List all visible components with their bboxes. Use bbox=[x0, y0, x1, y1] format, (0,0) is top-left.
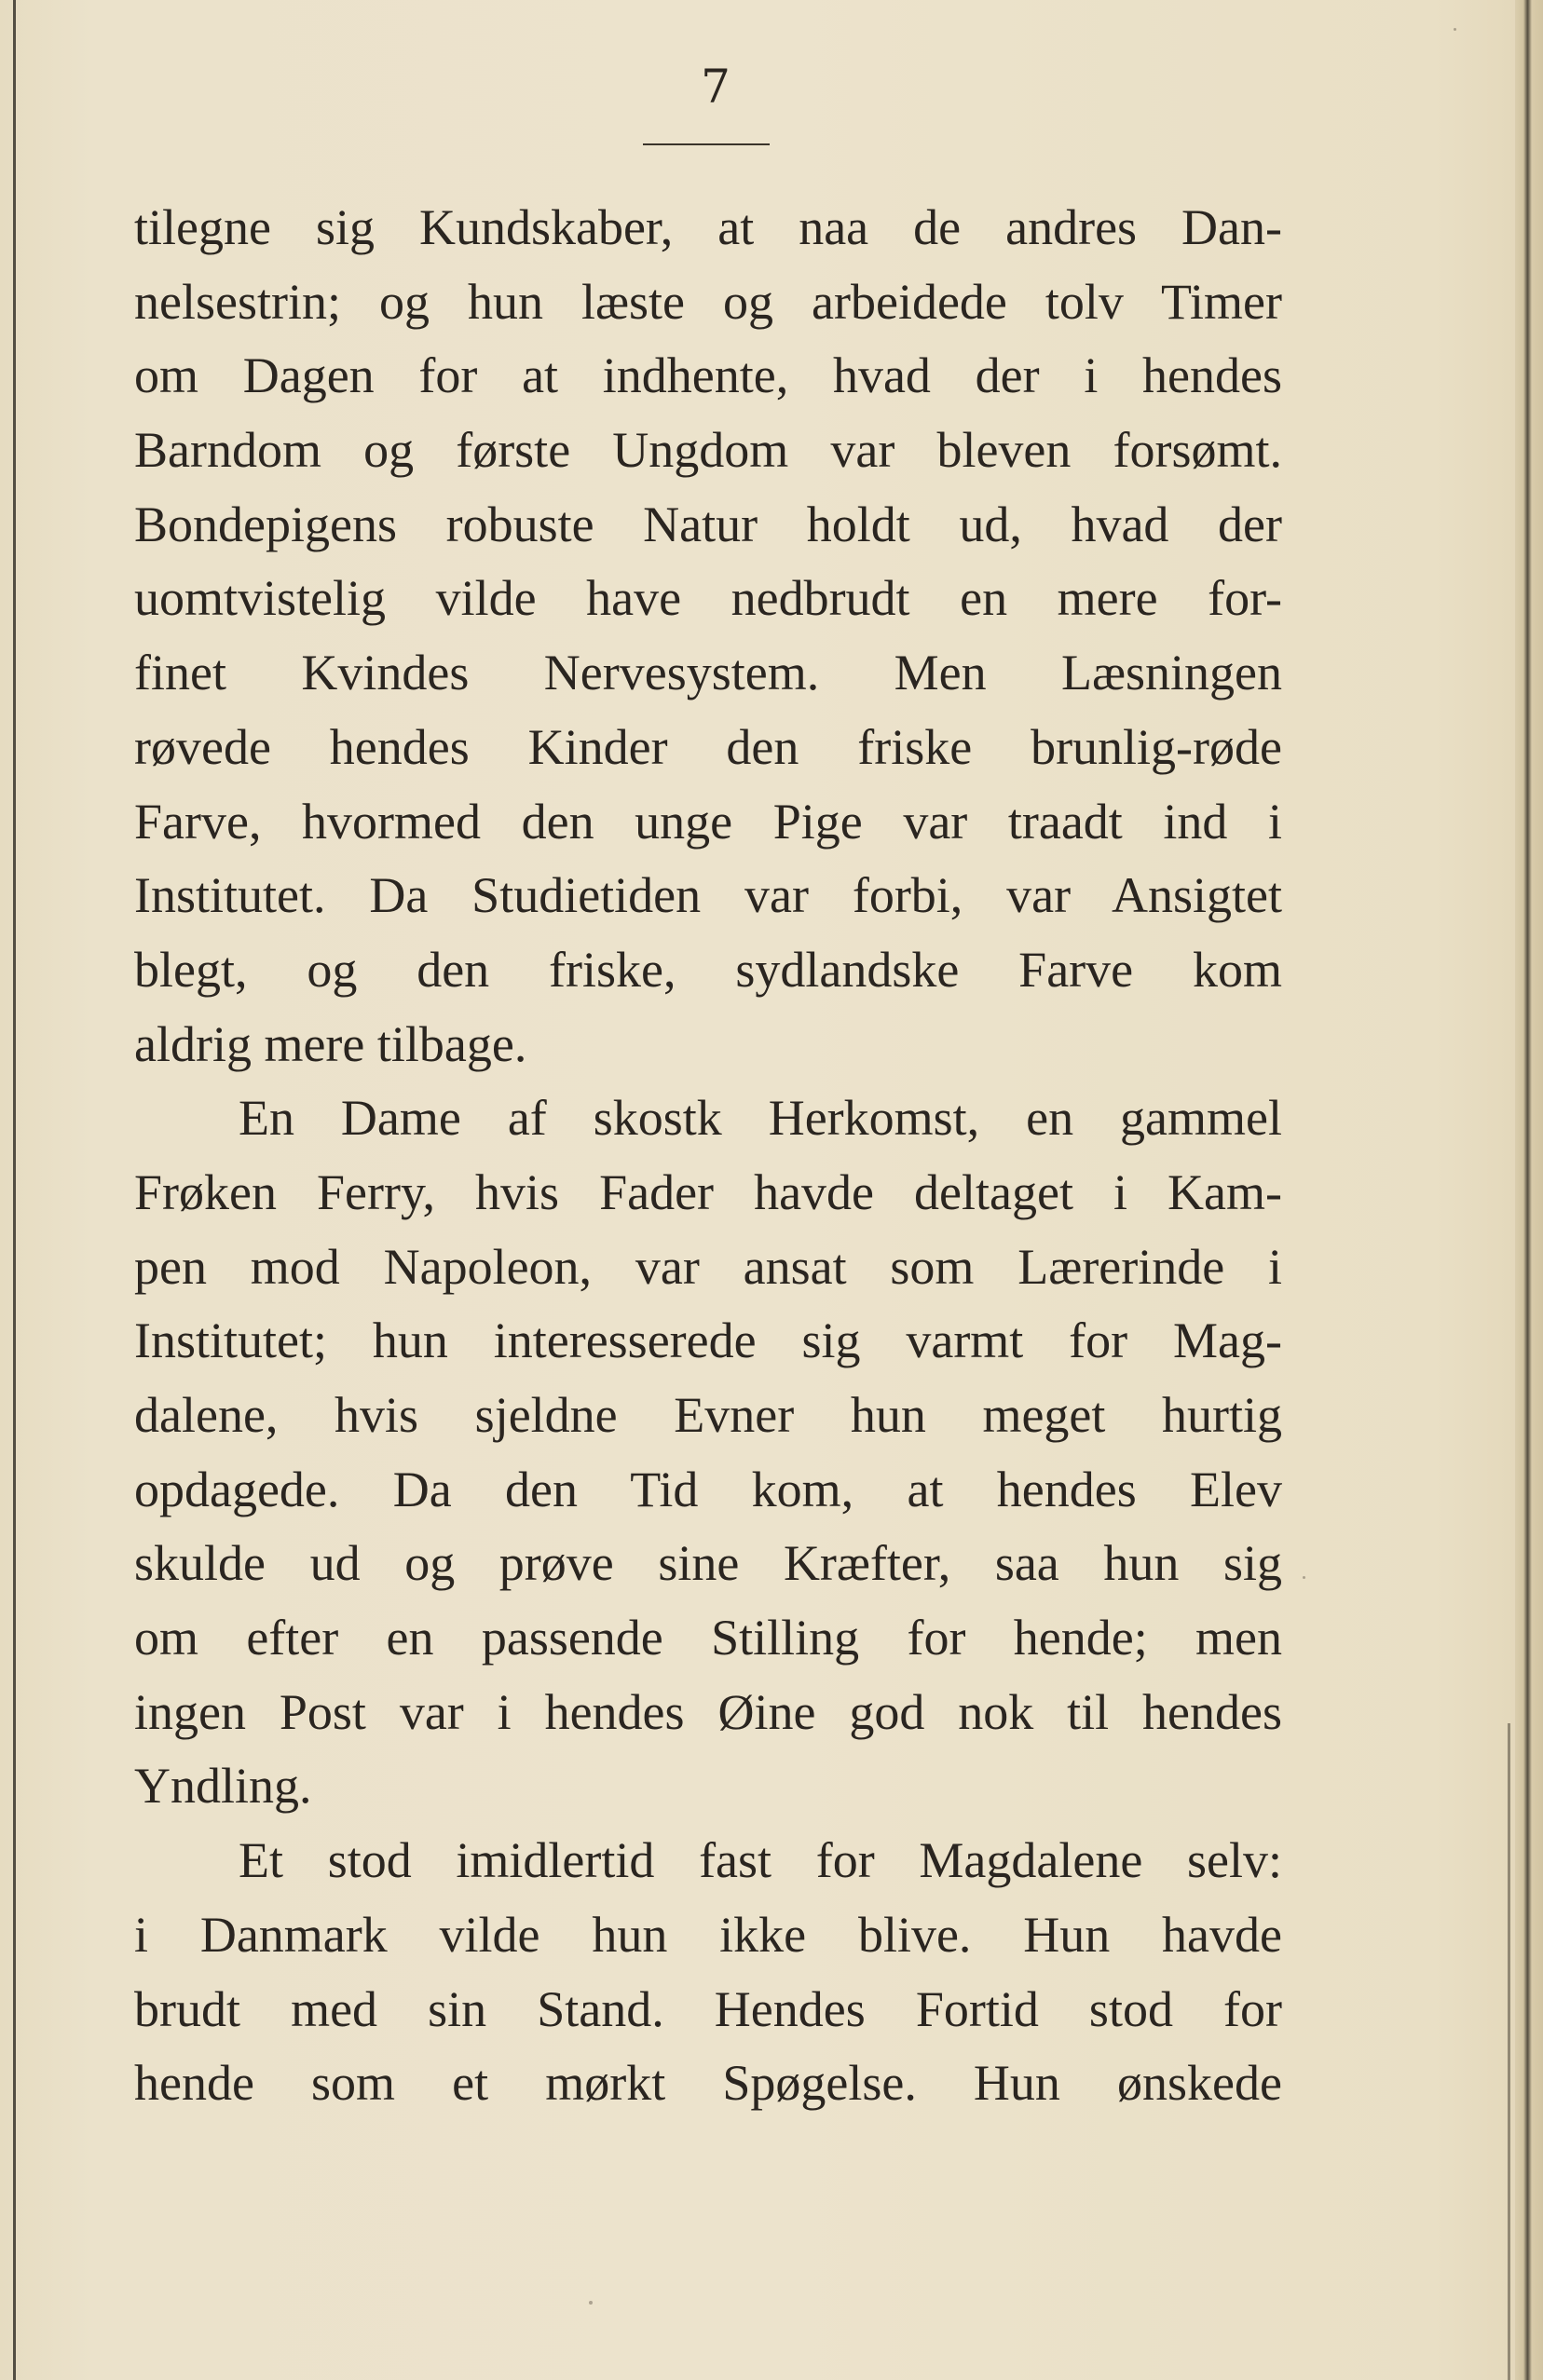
text-line: Frøken Ferry, hvis Fader havde deltaget i Kam- bbox=[134, 1163, 1282, 1220]
text-line: ingen Post var i hendes Øine god nok til hendes bbox=[134, 1683, 1282, 1740]
page-number: 7 bbox=[701, 60, 731, 114]
paragraph-start-line: Et stod imidlertid fast for Magdalene selv: bbox=[239, 1832, 1282, 1889]
text-line: om Dagen for at indhente, hvad der i hendes bbox=[134, 347, 1282, 404]
text-line: blegt, og den friske, sydlandske Farve kom bbox=[134, 941, 1282, 998]
paper-speck bbox=[1303, 1576, 1305, 1579]
page-inner-edge bbox=[1508, 1723, 1510, 2380]
text-line: nelsestrin; og hun læste og arbeidede tolv Timer bbox=[134, 273, 1282, 330]
text-line: i Danmark vilde hun ikke blive. Hun havde bbox=[134, 1906, 1282, 1963]
page-right-edge bbox=[1515, 0, 1543, 2380]
text-line: om efter en passende Stilling for hende; men bbox=[134, 1610, 1282, 1666]
text-line: uomtvistelig vilde have nedbrudt en mere for- bbox=[134, 570, 1282, 627]
paragraph-start-line: En Dame af skostk Herkomst, en gammel bbox=[239, 1090, 1282, 1147]
paper-speck bbox=[1454, 28, 1456, 31]
text-line: røvede hendes Kinder den friske brunlig-røde bbox=[134, 718, 1282, 775]
page-number-rule bbox=[643, 143, 770, 145]
text-line: dalene, hvis sjeldne Evner hun meget hurtig bbox=[134, 1387, 1282, 1443]
text-line: Institutet. Da Studietiden var forbi, var Ansigtet bbox=[134, 867, 1282, 924]
page-left-edge bbox=[13, 0, 16, 2380]
text-line: skulde ud og prøve sine Kræfter, saa hun sig bbox=[134, 1535, 1282, 1592]
paragraph-end-line: aldrig mere tilbage. bbox=[134, 1015, 527, 1072]
paragraph-end-line: Yndling. bbox=[134, 1758, 312, 1815]
text-line: pen mod Napoleon, var ansat som Lærerinde i bbox=[134, 1238, 1282, 1295]
text-line: Barndom og første Ungdom var bleven forsømt. bbox=[134, 422, 1282, 479]
text-line: Farve, hvormed den unge Pige var traadt ind i bbox=[134, 793, 1282, 850]
text-line: hende som et mørkt Spøgelse. Hun ønskede bbox=[134, 2055, 1282, 2112]
text-line: Institutet; hun interesserede sig varmt for Mag- bbox=[134, 1312, 1282, 1369]
body-text bbox=[134, 191, 1282, 2121]
text-line: brudt med sin Stand. Hendes Fortid stod for bbox=[134, 1980, 1282, 2037]
text-line: tilegne sig Kundskaber, at naa de andres Dan- bbox=[134, 199, 1282, 255]
paper-speck bbox=[589, 2301, 593, 2305]
text-line: finet Kvindes Nervesystem. Men Læsningen bbox=[134, 645, 1282, 701]
text-line: Bondepigens robuste Natur holdt ud, hvad der bbox=[134, 496, 1282, 552]
text-line: opdagede. Da den Tid kom, at hendes Elev bbox=[134, 1461, 1282, 1517]
